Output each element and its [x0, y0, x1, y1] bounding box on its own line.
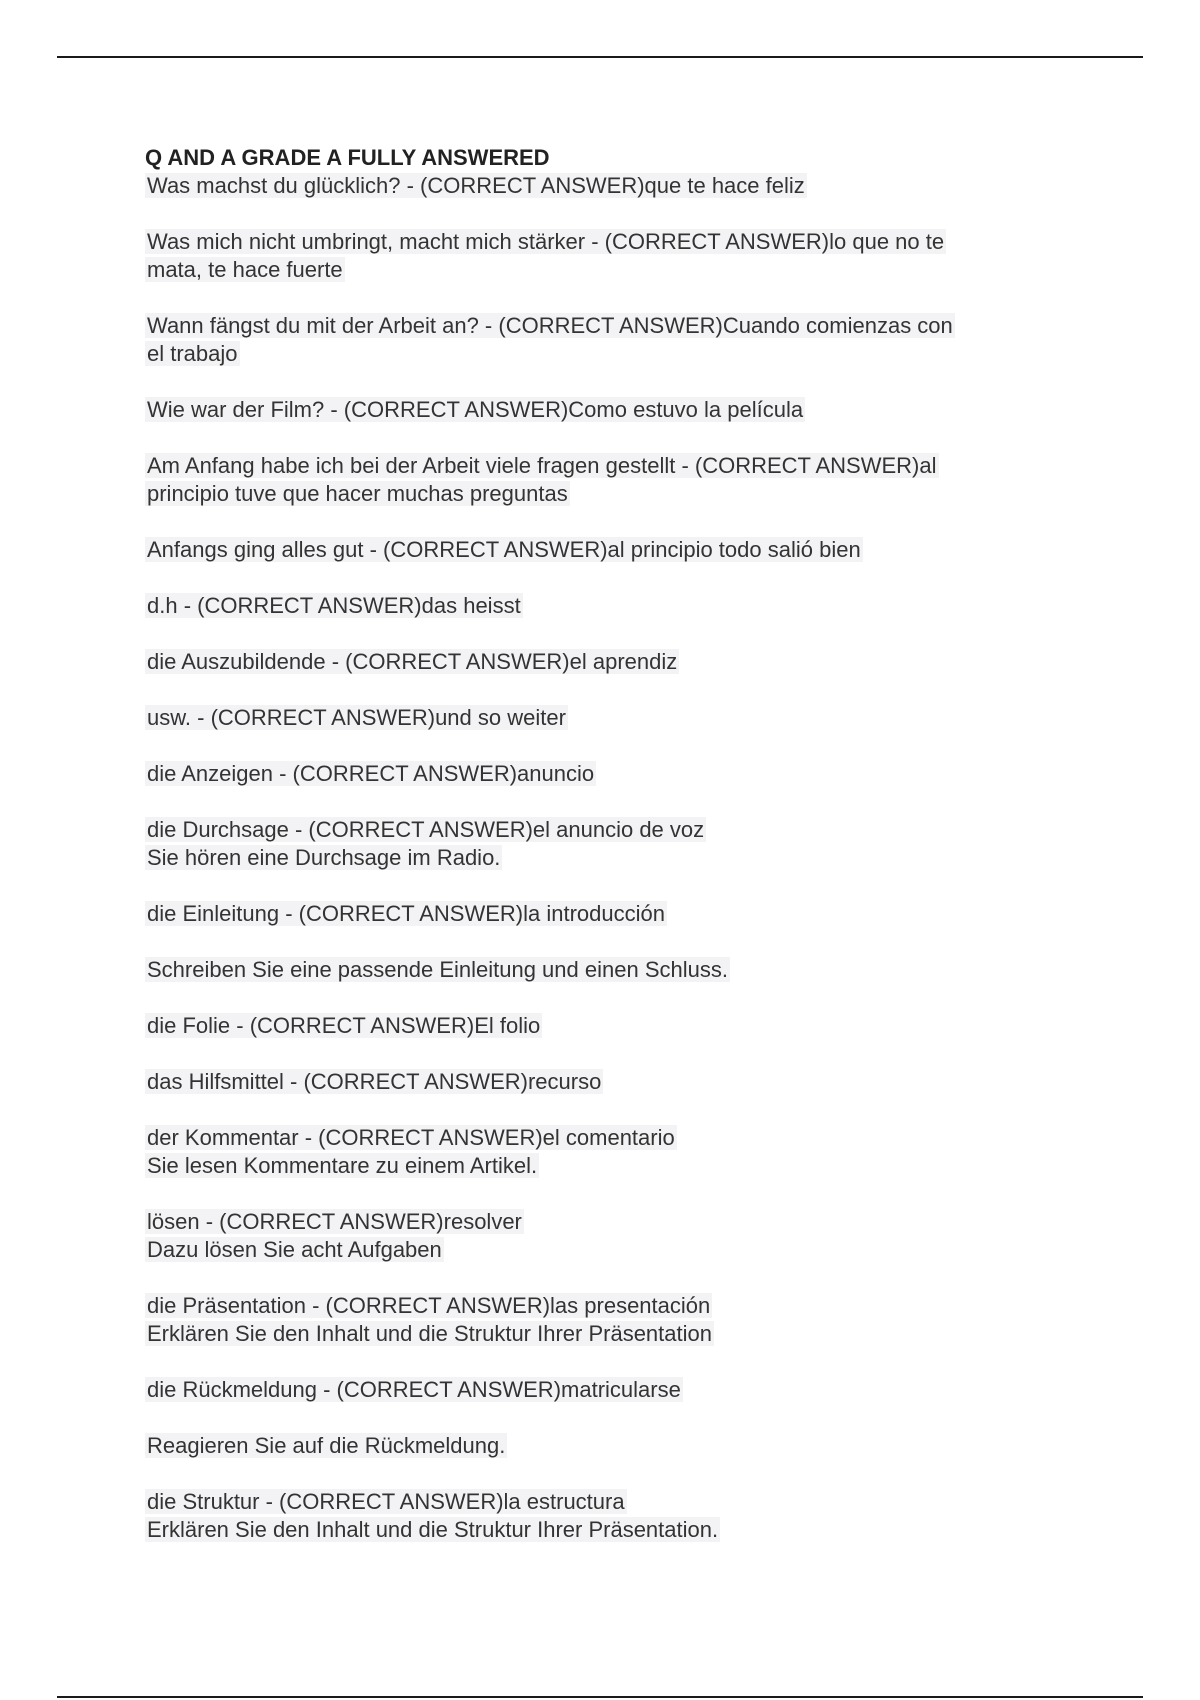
qa-entry-text: die Struktur - (CORRECT ANSWER)la estructura: [147, 1489, 625, 1514]
qa-entry-question-answer: [145, 1208, 1075, 1236]
qa-entry-example-sentence: [145, 340, 1075, 368]
qa-entry-text: die Rückmeldung - (CORRECT ANSWER)matricularse: [147, 1377, 681, 1402]
qa-entry-list: [145, 172, 1075, 1544]
qa-entry-text: die Einleitung - (CORRECT ANSWER)la introducción: [147, 901, 665, 926]
qa-entry-question-answer: [145, 1124, 1075, 1152]
qa-entry-text: Reagieren Sie auf die Rückmeldung.: [147, 1433, 506, 1458]
qa-entry: [145, 1292, 1075, 1348]
qa-entry-text: Wann fängst du mit der Arbeit an? - (CORRECT ANSWER)Cuando comienzas con: [147, 313, 953, 338]
qa-entry-question-answer: [145, 704, 1075, 732]
qa-entry: [145, 312, 1075, 368]
qa-entry-text: Schreiben Sie eine passende Einleitung und einen Schluss.: [147, 957, 728, 982]
qa-entry-example-sentence: [145, 1152, 1075, 1180]
qa-entry-question-answer: [145, 956, 1075, 984]
qa-entry-text: die Durchsage - (CORRECT ANSWER)el anuncio de voz: [147, 817, 705, 842]
qa-entry-text: d.h - (CORRECT ANSWER)das heisst: [147, 593, 521, 618]
qa-entry: [145, 816, 1075, 872]
qa-entry: [145, 1124, 1075, 1180]
qa-entry-example-sentence: [145, 1516, 1075, 1544]
qa-entry-example-sentence: [145, 1236, 1075, 1264]
qa-entry: [145, 956, 1075, 984]
qa-entry-question-answer: [145, 816, 1075, 844]
qa-entry-question-answer: [145, 228, 1075, 256]
qa-entry-text: die Präsentation - (CORRECT ANSWER)las presentación: [147, 1293, 711, 1318]
qa-entry: [145, 1488, 1075, 1544]
qa-entry-question-answer: [145, 592, 1075, 620]
qa-entry-question-answer: [145, 1068, 1075, 1096]
qa-entry: [145, 1068, 1075, 1096]
qa-entry-question-answer: [145, 172, 1075, 200]
qa-entry-text: Wie war der Film? - (CORRECT ANSWER)Como estuvo la película: [147, 397, 804, 422]
qa-entry-text: principio tuve que hacer muchas preguntas: [147, 481, 568, 506]
qa-entry-text: usw. - (CORRECT ANSWER)und so weiter: [147, 705, 566, 730]
page-top-rule: [57, 56, 1143, 58]
qa-entry-text: Erklären Sie den Inhalt und die Struktur Ihrer Präsentation.: [147, 1517, 719, 1542]
qa-entry-text: Dazu lösen Sie acht Aufgaben: [147, 1237, 442, 1262]
qa-entry: [145, 1012, 1075, 1040]
qa-entry-question-answer: [145, 1376, 1075, 1404]
qa-entry-text: lösen - (CORRECT ANSWER)resolver: [147, 1209, 522, 1234]
qa-entry-text: mata, te hace fuerte: [147, 257, 343, 282]
qa-entry: [145, 452, 1075, 508]
qa-entry-text: Was mich nicht umbringt, macht mich stärker - (CORRECT ANSWER)lo que no te: [147, 229, 945, 254]
qa-entry-question-answer: [145, 312, 1075, 340]
qa-entry: [145, 592, 1075, 620]
qa-entry-question-answer: [145, 536, 1075, 564]
document-body: [145, 144, 1075, 1572]
qa-entry-text: die Folie - (CORRECT ANSWER)El folio: [147, 1013, 541, 1038]
qa-entry-question-answer: [145, 1432, 1075, 1460]
qa-entry-text: Sie lesen Kommentare zu einem Artikel.: [147, 1153, 538, 1178]
qa-entry-text: der Kommentar - (CORRECT ANSWER)el comentario: [147, 1125, 675, 1150]
qa-entry-question-answer: [145, 1292, 1075, 1320]
qa-entry: [145, 760, 1075, 788]
page-bottom-rule: [57, 1696, 1143, 1698]
qa-entry: [145, 1432, 1075, 1460]
qa-entry-question-answer: [145, 760, 1075, 788]
qa-entry-text: Erklären Sie den Inhalt und die Struktur Ihrer Präsentation: [147, 1321, 712, 1346]
qa-entry-text: el trabajo: [147, 341, 238, 366]
qa-entry: [145, 900, 1075, 928]
qa-entry-text: das Hilfsmittel - (CORRECT ANSWER)recurso: [147, 1069, 602, 1094]
qa-entry-text: Was machst du glücklich? - (CORRECT ANSWER)que te hace feliz: [147, 173, 805, 198]
document-title: Q AND A GRADE A FULLY ANSWERED: [145, 145, 550, 170]
qa-entry: [145, 704, 1075, 732]
qa-entry-example-sentence: [145, 1320, 1075, 1348]
qa-entry-example-sentence: [145, 480, 1075, 508]
qa-entry: [145, 228, 1075, 284]
qa-entry-text: Anfangs ging alles gut - (CORRECT ANSWER)al principio todo salió bien: [147, 537, 861, 562]
qa-entry-text: die Auszubildende - (CORRECT ANSWER)el aprendiz: [147, 649, 678, 674]
qa-entry: [145, 396, 1075, 424]
qa-entry: [145, 1208, 1075, 1264]
qa-entry-question-answer: [145, 396, 1075, 424]
qa-entry-question-answer: [145, 452, 1075, 480]
qa-entry-text: Am Anfang habe ich bei der Arbeit viele fragen gestellt - (CORRECT ANSWER)al: [147, 453, 937, 478]
qa-entry-question-answer: [145, 900, 1075, 928]
qa-entry: [145, 1376, 1075, 1404]
qa-entry-question-answer: [145, 648, 1075, 676]
qa-entry-example-sentence: [145, 256, 1075, 284]
qa-entry-text: die Anzeigen - (CORRECT ANSWER)anuncio: [147, 761, 595, 786]
qa-entry-example-sentence: [145, 844, 1075, 872]
qa-entry-text: Sie hören eine Durchsage im Radio.: [147, 845, 501, 870]
qa-entry-question-answer: [145, 1488, 1075, 1516]
qa-entry: [145, 648, 1075, 676]
qa-entry: [145, 172, 1075, 200]
qa-entry: [145, 536, 1075, 564]
qa-entry-question-answer: [145, 1012, 1075, 1040]
